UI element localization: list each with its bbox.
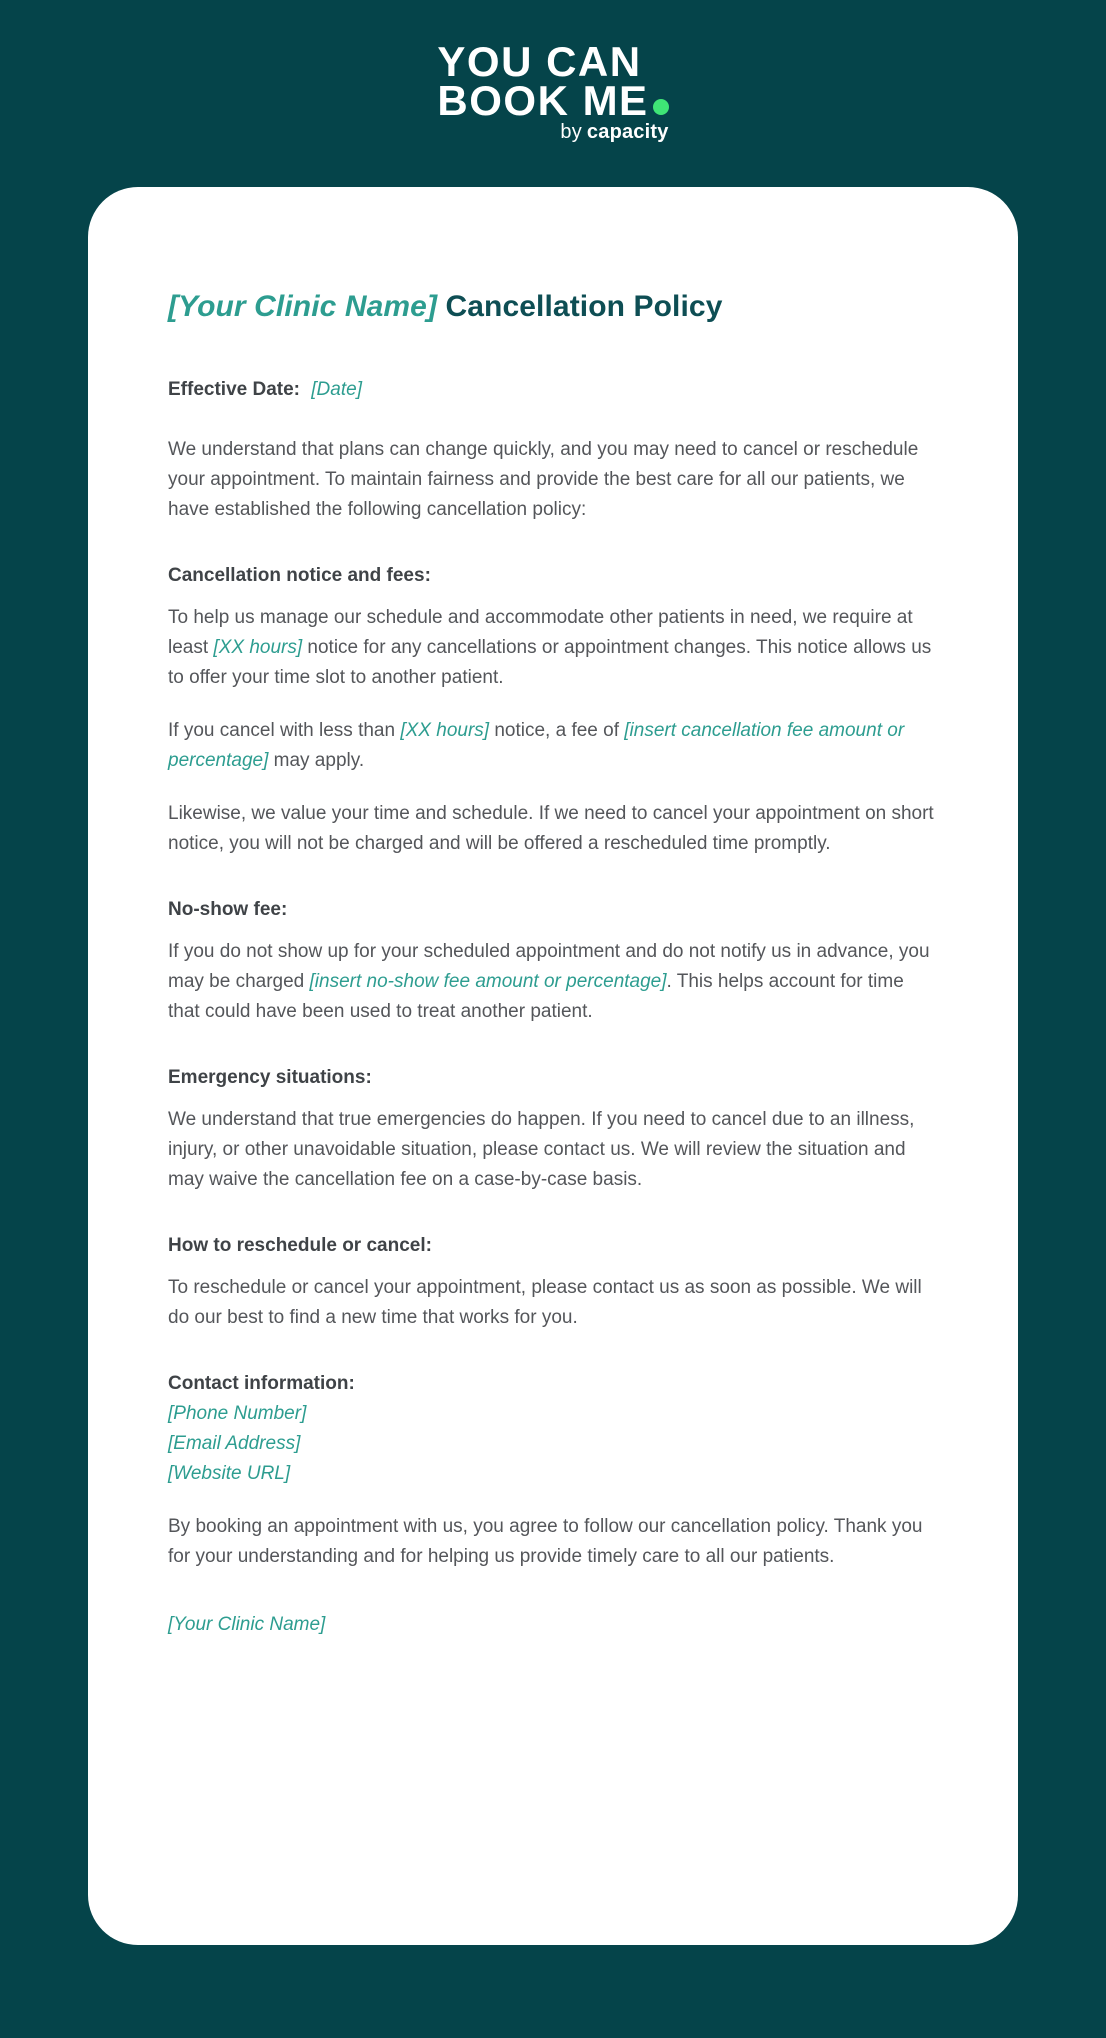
body-text: We understand that plans can change quickly, and you may need to cancel or reschedule your appointment. To maintain fairness and provide the best care for all our patients, we have established the following cancellation policy:: [168, 439, 919, 520]
paragraph: [168, 1512, 938, 1572]
body-text: . This helps account for time that could have been used to treat another patient.: [168, 971, 904, 1022]
brand-logo: [0, 38, 1106, 143]
effective-date-label: Effective Date:: [168, 379, 300, 400]
body-text: Likewise, we value your time and schedule. If we need to cancel your appointment on short notice, you will not be charged and will be offered a rescheduled time promptly.: [168, 803, 934, 854]
logo-line-2-text: BOOK ME: [437, 77, 649, 124]
effective-date-value: [Date]: [311, 379, 362, 400]
byline-prefix: by: [560, 121, 582, 143]
section-heading: Emergency situations:: [168, 1067, 372, 1088]
body-text: notice for any cancellations or appointment changes. This notice allows us to offer your time slot to another patient.: [168, 637, 932, 688]
contact-info-line: [Email Address]: [168, 1433, 301, 1454]
logo-line-2: [437, 77, 668, 124]
paragraph: [168, 1273, 938, 1333]
paragraph: [168, 937, 938, 1027]
title-text: Cancellation Policy: [445, 290, 723, 323]
paragraph: [168, 799, 938, 859]
logo-dot-icon: [653, 99, 669, 115]
body-text: may apply.: [268, 750, 365, 771]
body-text: If you do not show up for your scheduled appointment and do not notify us in advance, you may be charged: [168, 941, 930, 992]
body-text: notice, a fee of: [489, 720, 625, 741]
placeholder-text: [insert no-show fee amount or percentage]: [309, 971, 667, 992]
placeholder-text: [insert cancellation fee amount or percentage]: [168, 720, 905, 771]
body-text: By booking an appointment with us, you agree to follow our cancellation policy. Thank you for your understanding and for helping us provide timely care to all our patients.: [168, 1516, 923, 1567]
body-text: To reschedule or cancel your appointment, please contact us as soon as possible. We will do our best to find a new time that works for you.: [168, 1277, 922, 1328]
effective-date-line: [168, 375, 938, 405]
body-text: We understand that true emergencies do happen. If you need to cancel due to an illness, injury, or other unavoidable situation, please contact us. We will review the situation and may waive the cancellation fee on a case-by-case basis.: [168, 1109, 915, 1190]
contact-info-line: [Phone Number]: [168, 1403, 307, 1424]
paragraph: [168, 716, 938, 776]
contact-info-line: [Website URL]: [168, 1463, 291, 1484]
logo-byline: [437, 121, 668, 143]
youcanbookme-logo: [437, 38, 669, 143]
paragraph: [168, 1105, 938, 1195]
policy-card: [88, 187, 1018, 1945]
body-text: If you cancel with less than: [168, 720, 401, 741]
contact-section: [168, 1369, 938, 1489]
clinic-name-placeholder: [Your Clinic Name]: [168, 290, 438, 323]
logo-line-1: YOU CAN: [437, 38, 642, 85]
signature-placeholder: [Your Clinic Name]: [168, 1614, 326, 1635]
section-heading: How to reschedule or cancel:: [168, 1235, 432, 1256]
document-body: [168, 435, 938, 1640]
byline-brand: capacity: [586, 121, 669, 143]
paragraph: [168, 435, 938, 525]
placeholder-text: [XX hours]: [400, 720, 490, 741]
section-heading: No-show fee:: [168, 899, 288, 920]
document-title: [168, 289, 938, 325]
paragraph: [168, 603, 938, 693]
section-heading: Cancellation notice and fees:: [168, 565, 431, 586]
section-heading: Contact information:: [168, 1373, 355, 1394]
body-text: To help us manage our schedule and accommodate other patients in need, we require at least: [168, 607, 913, 658]
placeholder-text: [XX hours]: [213, 637, 303, 658]
